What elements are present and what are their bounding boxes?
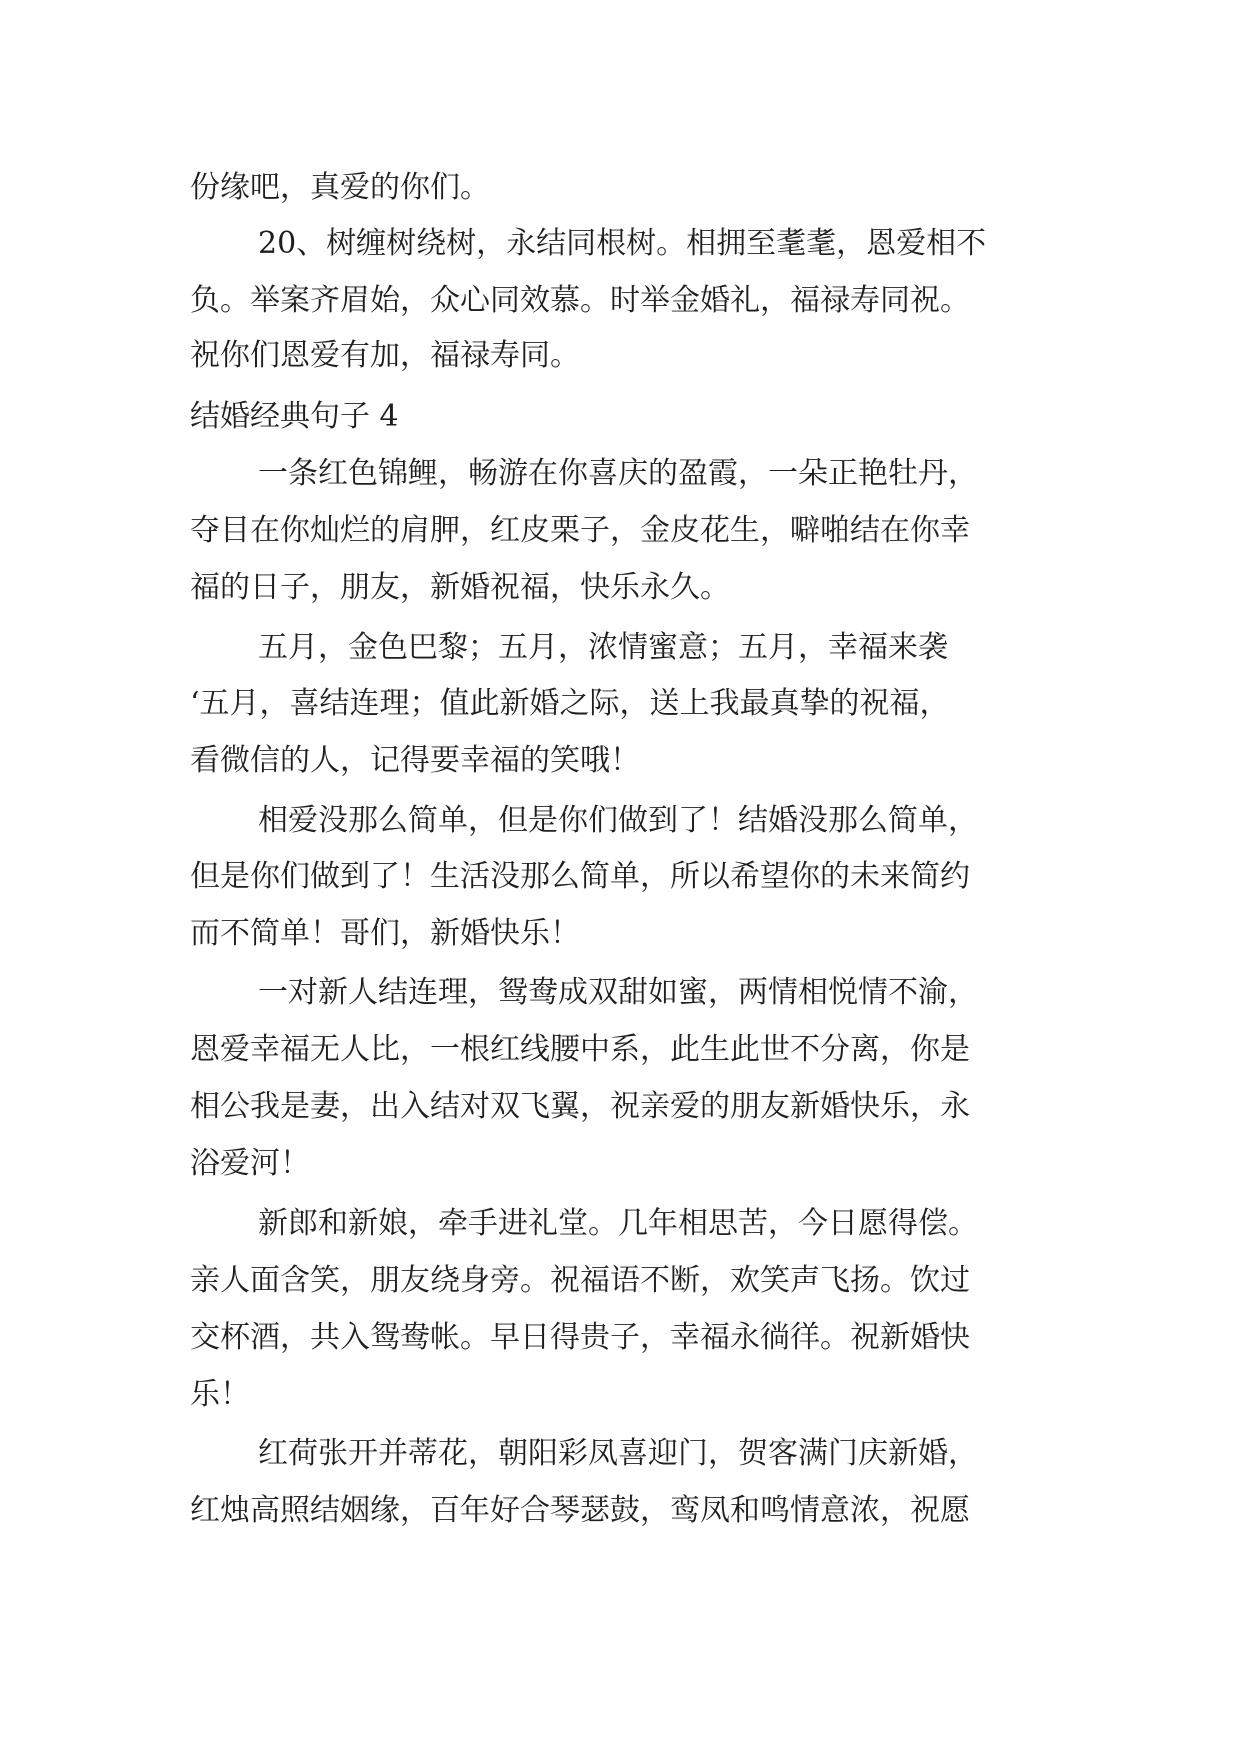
- text-line: 福的日子，朋友，新婚祝福，快乐永久。: [190, 570, 730, 605]
- text-line: 恩爱幸福无人比，一根红线腰中系，此生此世不分离，你是: [190, 1032, 970, 1067]
- paragraph-start-line: 20、树缠树绕树，永结同根树。相拥至耄耄，恩爱相不: [258, 226, 987, 261]
- text-line: 负。举案齐眉始，众心同效慕。时举金婚礼，福禄寿同祝。: [190, 283, 970, 318]
- text-line: ‘五月，喜结连理；值此新婚之际，送上我最真挚的祝福，: [190, 686, 950, 721]
- text-line: 祝你们恩爱有加，福禄寿同。: [190, 338, 580, 373]
- paragraph-start-line: 一对新人结连理，鸳鸯成双甜如蜜，两情相悦情不渝，: [258, 975, 978, 1010]
- text-line: 交杯酒，共入鸳鸯帐。早日得贵子，幸福永徜徉。祝新婚快: [190, 1320, 970, 1355]
- text-line: 看微信的人，记得要幸福的笑哦！: [190, 743, 640, 778]
- paragraph-start-line: 一条红色锦鲤，畅游在你喜庆的盈霞，一朵正艳牡丹，: [258, 456, 978, 491]
- text-line: 而不简单！哥们，新婚快乐！: [190, 916, 580, 951]
- paragraph-start-line: 相爱没那么简单，但是你们做到了！结婚没那么简单，: [258, 803, 978, 838]
- paragraph-start-line: 新郎和新娘，牵手进礼堂。几年相思苦，今日愿得偿。: [258, 1206, 978, 1241]
- text-line: 红烛高照结姻缘，百年好合琴瑟鼓，鸾凤和鸣情意浓，祝愿: [190, 1493, 970, 1528]
- paragraph-start-line: 五月，金色巴黎；五月，浓情蜜意；五月，幸福来袭: [258, 630, 948, 665]
- text-line: 乐！: [190, 1377, 250, 1412]
- text-line: 份缘吧，真爱的你们。: [190, 170, 490, 205]
- section-heading: 结婚经典句子 4: [190, 399, 399, 434]
- text-line: 但是你们做到了！生活没那么简单，所以希望你的未来简约: [190, 859, 970, 894]
- text-line: 亲人面含笑，朋友绕身旁。祝福语不断，欢笑声飞扬。饮过: [190, 1263, 970, 1298]
- text-line: 相公我是妻，出入结对双飞翼，祝亲爱的朋友新婚快乐，永: [190, 1089, 970, 1124]
- text-line: 浴爱河！: [190, 1146, 310, 1181]
- paragraph-start-line: 红荷张开并蒂花，朝阳彩凤喜迎门，贺客满门庆新婚，: [258, 1436, 978, 1471]
- text-line: 夺目在你灿烂的肩胛，红皮栗子，金皮花生，噼啪结在你幸: [190, 513, 970, 548]
